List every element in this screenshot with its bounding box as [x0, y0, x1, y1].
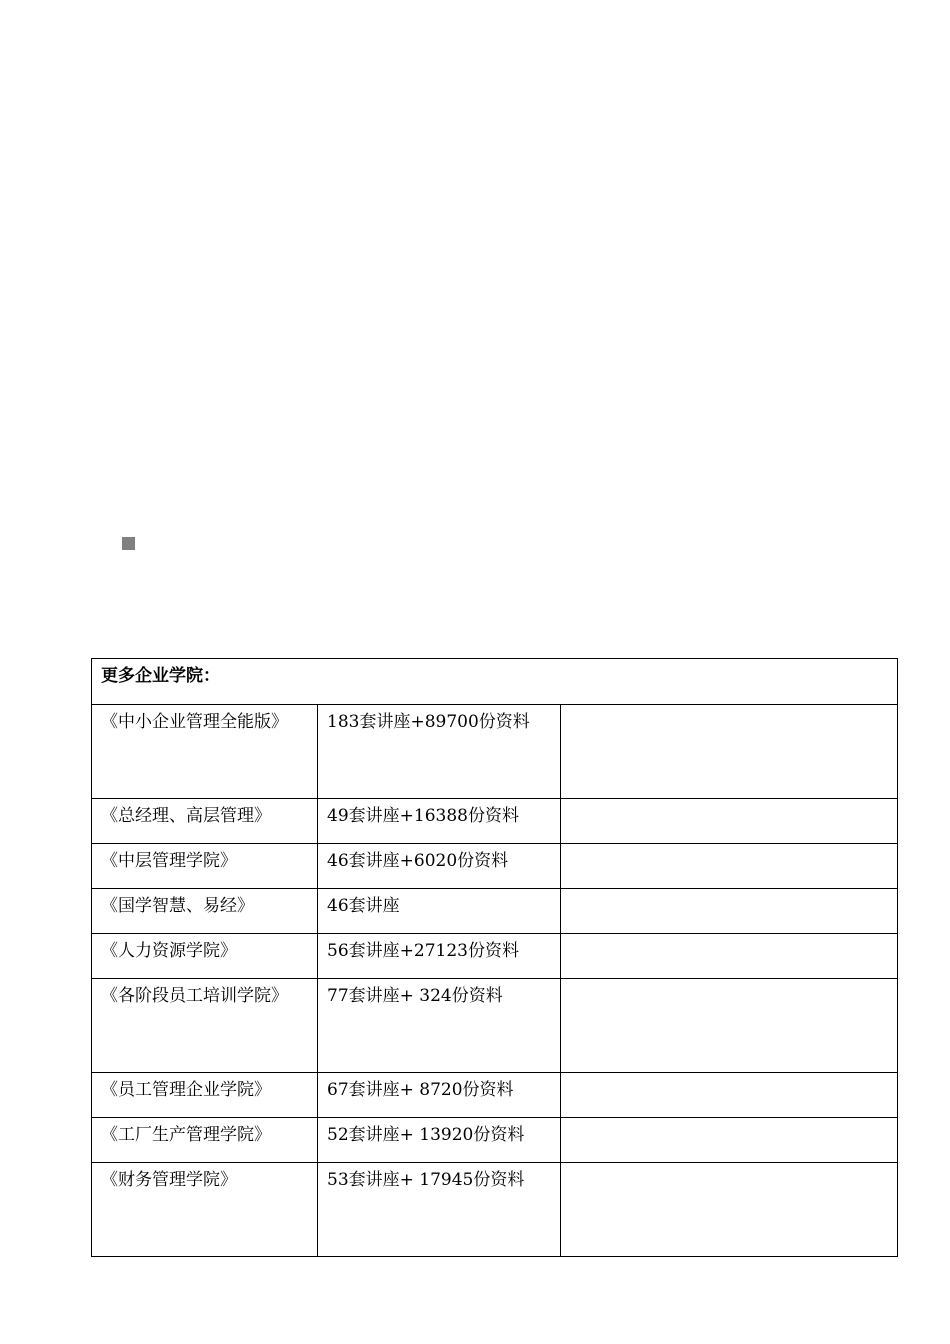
- academy-name: 《员工管理企业学院》: [92, 1073, 318, 1118]
- academy-detail: 49套讲座+16388份资料: [318, 799, 561, 844]
- academy-name: 《中层管理学院》: [92, 844, 318, 889]
- academy-name: 《中小企业管理全能版》: [92, 705, 318, 799]
- academy-extra: [561, 705, 898, 799]
- table-row: [92, 705, 898, 799]
- academy-detail: 46套讲座+6020份资料: [318, 844, 561, 889]
- academy-list-table: [91, 658, 898, 1257]
- table-row: [92, 1163, 898, 1257]
- academy-detail: 56套讲座+27123份资料: [318, 934, 561, 979]
- academy-name: 《国学智慧、易经》: [92, 889, 318, 934]
- academy-extra: [561, 934, 898, 979]
- academy-detail: 183套讲座+89700份资料: [318, 705, 561, 799]
- academy-name: 《总经理、高层管理》: [92, 799, 318, 844]
- academy-extra: [561, 979, 898, 1073]
- academy-extra: [561, 799, 898, 844]
- academy-extra: [561, 889, 898, 934]
- academy-name: 《工厂生产管理学院》: [92, 1118, 318, 1163]
- academy-detail: 52套讲座+ 13920份资料: [318, 1118, 561, 1163]
- academy-extra: [561, 1073, 898, 1118]
- table-row: [92, 979, 898, 1073]
- academy-extra: [561, 1118, 898, 1163]
- table-header: 更多企业学院：: [92, 659, 898, 705]
- academy-name: 《人力资源学院》: [92, 934, 318, 979]
- bullet-square-icon: [122, 537, 135, 550]
- academy-extra: [561, 1163, 898, 1257]
- academy-extra: [561, 844, 898, 889]
- academy-detail: 77套讲座+ 324份资料: [318, 979, 561, 1073]
- academy-detail: 67套讲座+ 8720份资料: [318, 1073, 561, 1118]
- academy-name: 《财务管理学院》: [92, 1163, 318, 1257]
- academy-name: 《各阶段员工培训学院》: [92, 979, 318, 1073]
- academy-detail: 53套讲座+ 17945份资料: [318, 1163, 561, 1257]
- academy-detail: 46套讲座: [318, 889, 561, 934]
